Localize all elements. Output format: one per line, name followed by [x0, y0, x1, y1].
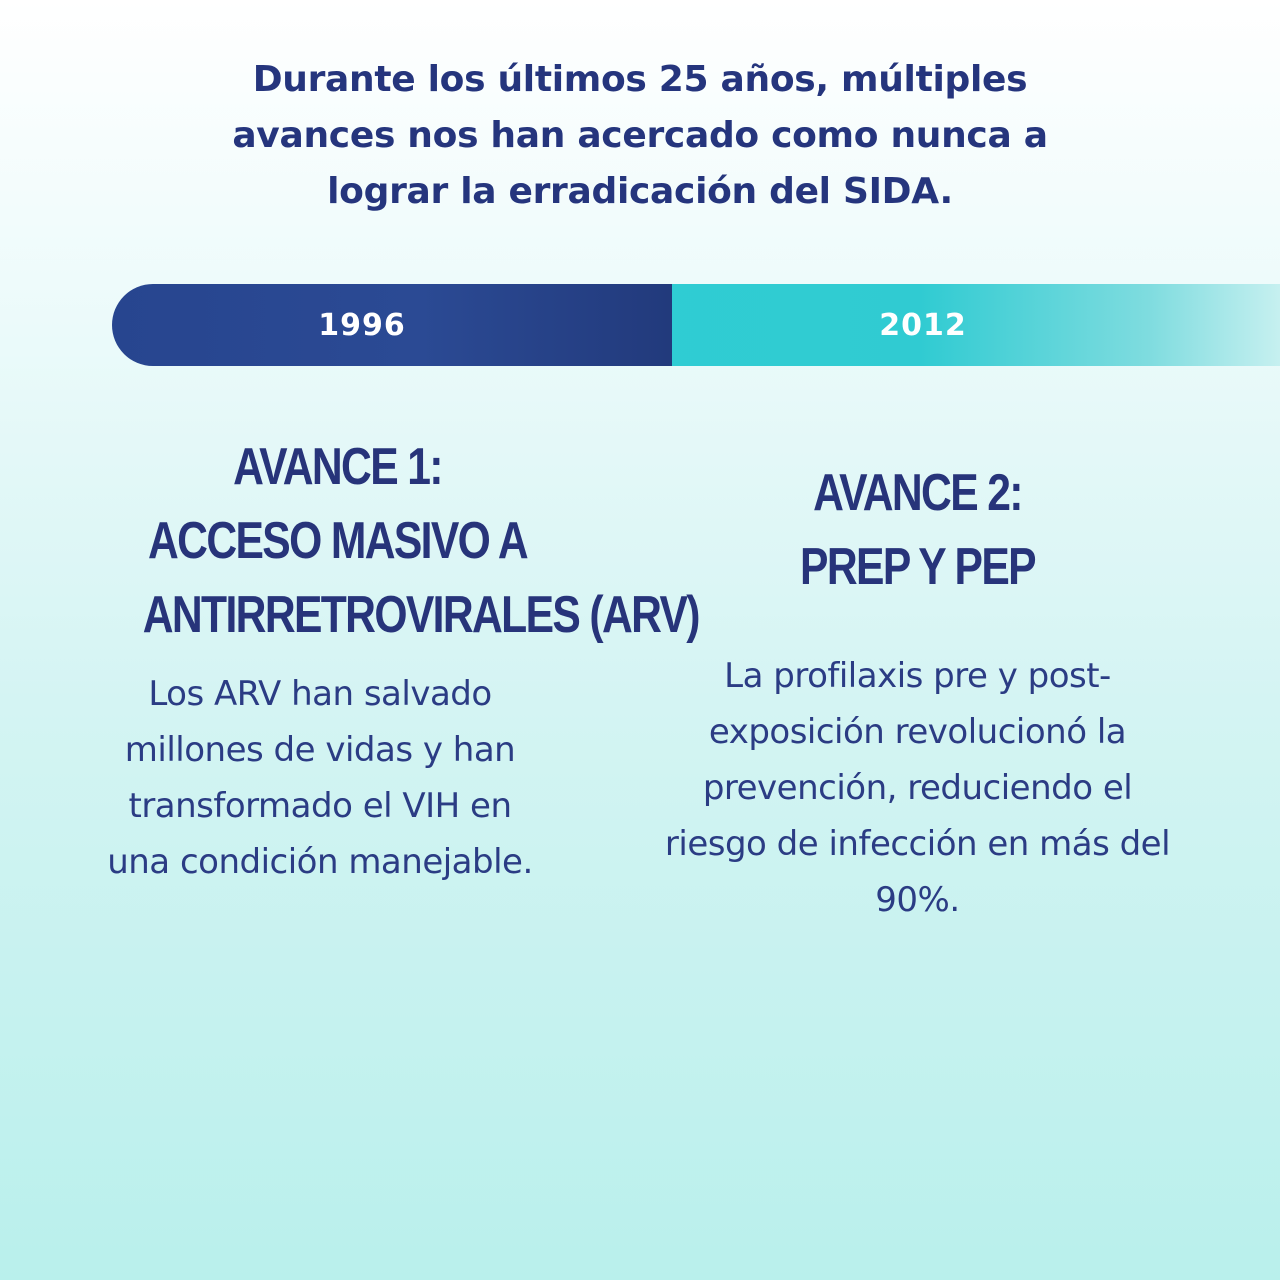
advance-heading [142, 430, 699, 652]
advance-description: La profilaxis pre y post-exposición revolucionó la prevención, reduciendo el riesgo de infección en más del 90%. [664, 656, 1171, 920]
advance-card-2 [660, 456, 1175, 928]
advance-card-1 [100, 430, 699, 890]
intro-text [190, 52, 1090, 220]
timeline-year-label: 1996 [318, 307, 406, 343]
advance-heading-line: ACCESO MASIVO A [148, 512, 527, 570]
timeline-year-label: 2012 [879, 307, 967, 343]
timeline-segment-2012 [626, 284, 1280, 366]
advance-heading-line: ANTIRRETROVIRALES (ARV) [142, 586, 699, 644]
timeline-bar [0, 284, 1280, 366]
advance-heading-line: AVANCE 1: [233, 438, 442, 496]
timeline-segment-1996 [112, 284, 672, 366]
advance-heading [706, 456, 1128, 604]
intro-line: avances nos han acercado como nunca a [232, 115, 1048, 156]
intro-line: Durante los últimos 25 años, múltiples [252, 59, 1028, 100]
advance-description: Los ARV han salvado millones de vidas y han transformado el VIH en una condición manejable. [107, 674, 533, 882]
advance-heading-line: PREP Y PEP [800, 538, 1035, 596]
advance-heading-line: AVANCE 2: [813, 464, 1022, 522]
intro-line: lograr la erradicación del SIDA. [327, 171, 953, 212]
